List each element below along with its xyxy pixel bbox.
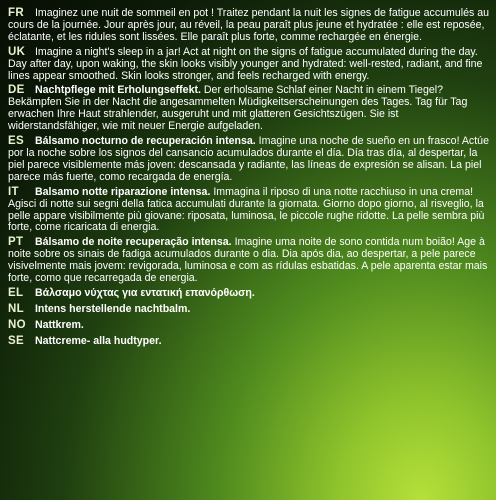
entry-nl xyxy=(8,304,490,316)
entry-se-title: Nattcreme- alla hudtyper. xyxy=(34,334,162,347)
language-code-no: NO xyxy=(8,318,26,331)
entry-it-title: Balsamo notte riparazione intensa. xyxy=(34,185,211,198)
entry-fr xyxy=(8,8,490,44)
entry-fr-text: Imaginez une nuit de sommeil en pot ! Traitez pendant la nuit les signes de fatigue accumulés au cours de la journée. Jour après jour, au réveil, la peau paraît plus jeune et hydratée : elle est reposée, éclatante, et les ridules sont lissées. Elle paraît plus forte, comme rechargée en énergie. xyxy=(8,7,489,43)
language-code-es: ES xyxy=(8,135,24,148)
language-code-el: EL xyxy=(8,286,24,299)
entry-de-title: Nachtpflege mit Erholungseffekt. xyxy=(34,84,201,97)
language-code-uk: UK xyxy=(8,45,26,58)
entry-it xyxy=(8,187,490,235)
entry-uk-text: Imagine a night's sleep in a jar! Act at night on the signs of fatigue accumulated during the day. Day after day, upon waking, the skin looks visibly younger and hydrated: well-rested, radiant, and fine lines appear smoothed. Skin looks stronger, and feels recharged with energy. xyxy=(8,45,483,82)
entry-de xyxy=(8,85,490,133)
entry-el-title: Βάλσαμο νύχτας για εντατική επανόρθωση. xyxy=(34,286,255,299)
language-code-pt: PT xyxy=(8,236,24,249)
language-code-nl: NL xyxy=(8,302,24,315)
entry-pt-text: Imagine uma noite de sono contida num boião! Age à noite sobre os sinais de fadiga acumulados durante o dia. Dia após dia, ao despertar, a pele parece visivelmente mais jovem: revigorada, luminosa e com as rídulas esbatidas. A pele aparenta estar mais forte, como que recarregada de energia. xyxy=(8,236,488,285)
language-code-it: IT xyxy=(8,185,19,198)
entry-es-text: Imagine una noche de sueño en un frasco! Actúe por la noche sobre los signos del cansancio acumulados durante el día. Día tras día, al despertar, la piel parece visiblemente más joven: descansada y radiante, las líneas de expresión se alisan. La piel parece más fuerte, como recargada de energía. xyxy=(8,135,489,183)
entry-no xyxy=(8,320,490,332)
entry-el xyxy=(8,288,490,300)
entry-it-text: Immagina il riposo di una notte racchiuso in una crema! Agisci di notte sui segni della fatica accumulati durante la giornata. Giorno dopo giorno, al risveglio, la pelle appare visibilmente più giovane: riposata, luminosa, le piccole rughe ridotte. La pelle sembra più forte, come ricaricata di energia. xyxy=(8,185,485,234)
language-code-fr: FR xyxy=(8,7,24,19)
entry-es xyxy=(8,136,490,184)
entry-de-text: Der erholsame Schlaf einer Nacht in einem Tiegel? Bekämpfen Sie in der Nacht die angesammelten Müdigkeitserscheinungen des Tages. Tag für Tag erwachen Ihre Haut strahlender, ausgeruht und mit glatteren Gesichtszügen. Sie ist widerstandsfähiger, wie mit neuer Energie aufgeladen. xyxy=(8,84,468,133)
language-code-de: DE xyxy=(8,84,25,97)
entry-se xyxy=(8,336,490,348)
entry-nl-title: Intens herstellende nachtbalm. xyxy=(34,302,191,315)
entry-pt xyxy=(8,237,490,285)
entry-pt-title: Bálsamo de noite recuperação intensa. xyxy=(34,236,232,249)
language-code-se: SE xyxy=(8,334,24,347)
entry-uk xyxy=(8,47,490,83)
entry-es-title: Bálsamo nocturno de recuperación intensa. xyxy=(34,135,256,148)
entry-no-title: Nattkrem. xyxy=(34,318,84,331)
